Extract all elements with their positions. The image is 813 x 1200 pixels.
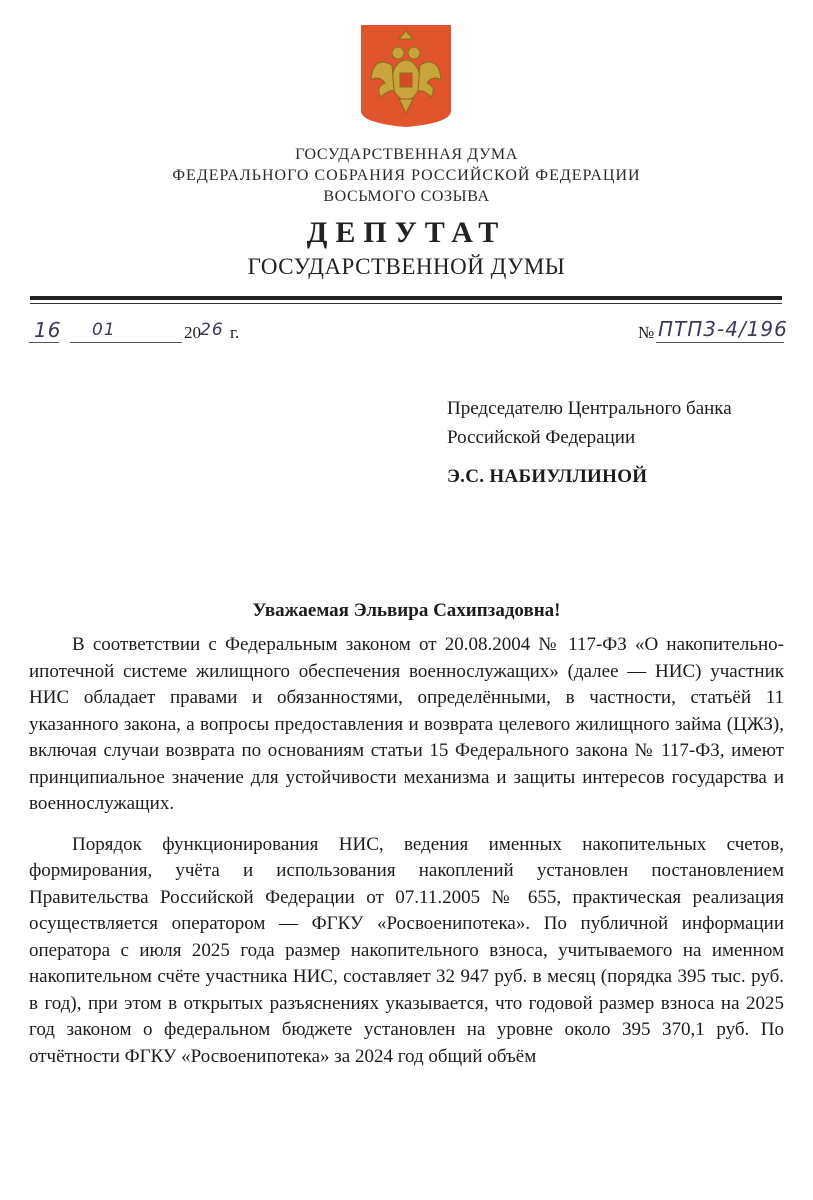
number-label: № — [638, 323, 655, 342]
addressee-line-2: Российской Федерации — [447, 427, 636, 448]
letterhead-subtitle: ГОСУДАРСТВЕННОЙ ДУМЫ — [247, 254, 566, 279]
date-suffix: г. — [230, 323, 240, 342]
salutation: Уважаемая Эльвира Сахипзадовна! — [252, 600, 561, 621]
addressee-line-1: Председателю Центрального банка — [447, 398, 732, 419]
date-day: 16 — [34, 318, 62, 342]
date-day-underline — [29, 342, 59, 343]
date-month-underline — [70, 342, 182, 343]
org-line-3: ВОСЬМОГО СОЗЫВА — [323, 188, 490, 205]
divider-thick — [30, 296, 782, 300]
date-month: 01 — [92, 320, 116, 340]
paragraph-2: Порядок функционирования НИС, ведения именных накопительных счетов, формирования, учёта и использования накоплений установлен постановлением Правительства Российской Федерации от 07.11.2005 № 655, практическая реализация осуществляется оператором — ФГКУ «Росвоенипотека». По публичной информации оператора с июля 2025 года размер накопительного взноса, учитываемого на именном накопительном счёте участника НИС, составляет 32 947 руб. в месяц (порядка 395 тыс. руб. в год), при этом в открытых разъяснениях указывается, что годовой размер взноса на 2025 год законом о федеральном бюджете установлен на уровне около 395 370,1 руб. По отчётности ФГКУ «Росвоенипотека» за 2024 год общий объём — [29, 833, 784, 1067]
divider-thin — [30, 303, 782, 304]
letter-body — [29, 632, 784, 1084]
number-underline — [656, 342, 784, 343]
coat-of-arms-icon — [361, 25, 451, 127]
paragraph-1: В соответствии с Федеральным законом от 20.08.2004 № 117-ФЗ «О накопительно-ипотечной системе жилищного обеспечения военнослужащих» (далее — НИС) участник НИС обладает правами и обязанностями, определёнными, в частности, статьёй 11 указанного закона, а вопросы предоставления и возврата целевого жилищного займа (ЦЖЗ), включая случаи возврата по основаниям статьи 15 Федерального закона № 117-ФЗ, имеют принципиальное значение для устойчивости механизма и защиты интересов государства и военнослужащих. — [29, 634, 784, 814]
outgoing-number: ПТП3-4/196 — [658, 317, 788, 341]
date-year-handwritten: 26 — [200, 320, 224, 340]
addressee-block — [447, 394, 732, 452]
date-year-prefix: 20 — [184, 323, 201, 342]
addressee-name: Э.С. НАБИУЛЛИНОЙ — [447, 466, 648, 487]
org-line-1: ГОСУДАРСТВЕННАЯ ДУМА — [295, 146, 518, 163]
letterhead-title: ДЕПУТАТ — [306, 216, 507, 249]
org-line-2: ФЕДЕРАЛЬНОГО СОБРАНИЯ РОССИЙСКОЙ ФЕДЕРАЦИИ — [172, 167, 641, 184]
